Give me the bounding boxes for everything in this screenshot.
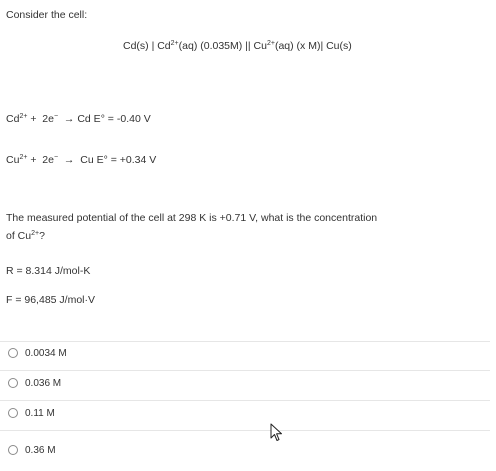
radio-unselected-icon[interactable] — [8, 348, 18, 358]
half2-b: + 2e — [27, 154, 54, 166]
half1-b-sup: − — [54, 113, 59, 120]
cell-notation — [123, 40, 352, 52]
answer-option-4[interactable] — [8, 442, 56, 458]
option-label: 0.036 M — [25, 377, 62, 389]
cell-part2: (aq) (0.035M) || Cu — [178, 40, 267, 52]
cell-sup2: 2+ — [266, 40, 275, 47]
option-divider — [0, 400, 490, 401]
half1-b: + 2e — [27, 113, 54, 125]
half-reaction-copper — [6, 154, 156, 166]
answer-option-3[interactable] — [8, 405, 55, 421]
radio-unselected-icon[interactable] — [8, 408, 18, 418]
half1-a-sup: 2+ — [19, 113, 28, 120]
option-divider — [0, 430, 490, 431]
option-label: 0.36 M — [25, 444, 56, 456]
question-prompt-line2 — [6, 230, 45, 242]
cell-part3: (aq) (x M)| Cu(s) — [274, 40, 352, 52]
half2-a: Cu — [6, 154, 20, 166]
radio-unselected-icon[interactable] — [8, 378, 18, 388]
constant-r: R = 8.314 J/mol-K — [6, 265, 91, 277]
half2-c: → Cu E° = +0.34 V — [58, 154, 157, 166]
option-label: 0.11 M — [25, 407, 55, 419]
half1-c: → Cd E° = -0.40 V — [58, 113, 151, 125]
question-intro: Consider the cell: — [6, 9, 88, 21]
half-reaction-cadmium — [6, 113, 151, 125]
prompt-line2-b: ? — [39, 230, 45, 242]
option-label: 0.0034 M — [25, 347, 67, 359]
option-divider — [0, 370, 490, 371]
prompt-line2-sup: 2+ — [31, 230, 40, 237]
cell-sup1: 2+ — [170, 40, 179, 47]
answer-option-2[interactable] — [8, 375, 61, 391]
option-divider-top — [0, 341, 490, 342]
answer-option-1[interactable] — [8, 345, 67, 361]
half2-b-sup: − — [54, 154, 59, 161]
half1-a: Cd — [6, 113, 20, 125]
mouse-pointer-icon — [270, 423, 284, 443]
half2-a-sup: 2+ — [19, 154, 28, 161]
constant-f: F = 96,485 J/mol·V — [6, 294, 95, 306]
prompt-line2-a: of Cu — [6, 230, 32, 242]
cell-part1: Cd(s) | Cd — [123, 40, 171, 52]
question-prompt-line1: The measured potential of the cell at 298 K is +0.71 V, what is the concentration — [6, 212, 378, 224]
radio-unselected-icon[interactable] — [8, 445, 18, 455]
